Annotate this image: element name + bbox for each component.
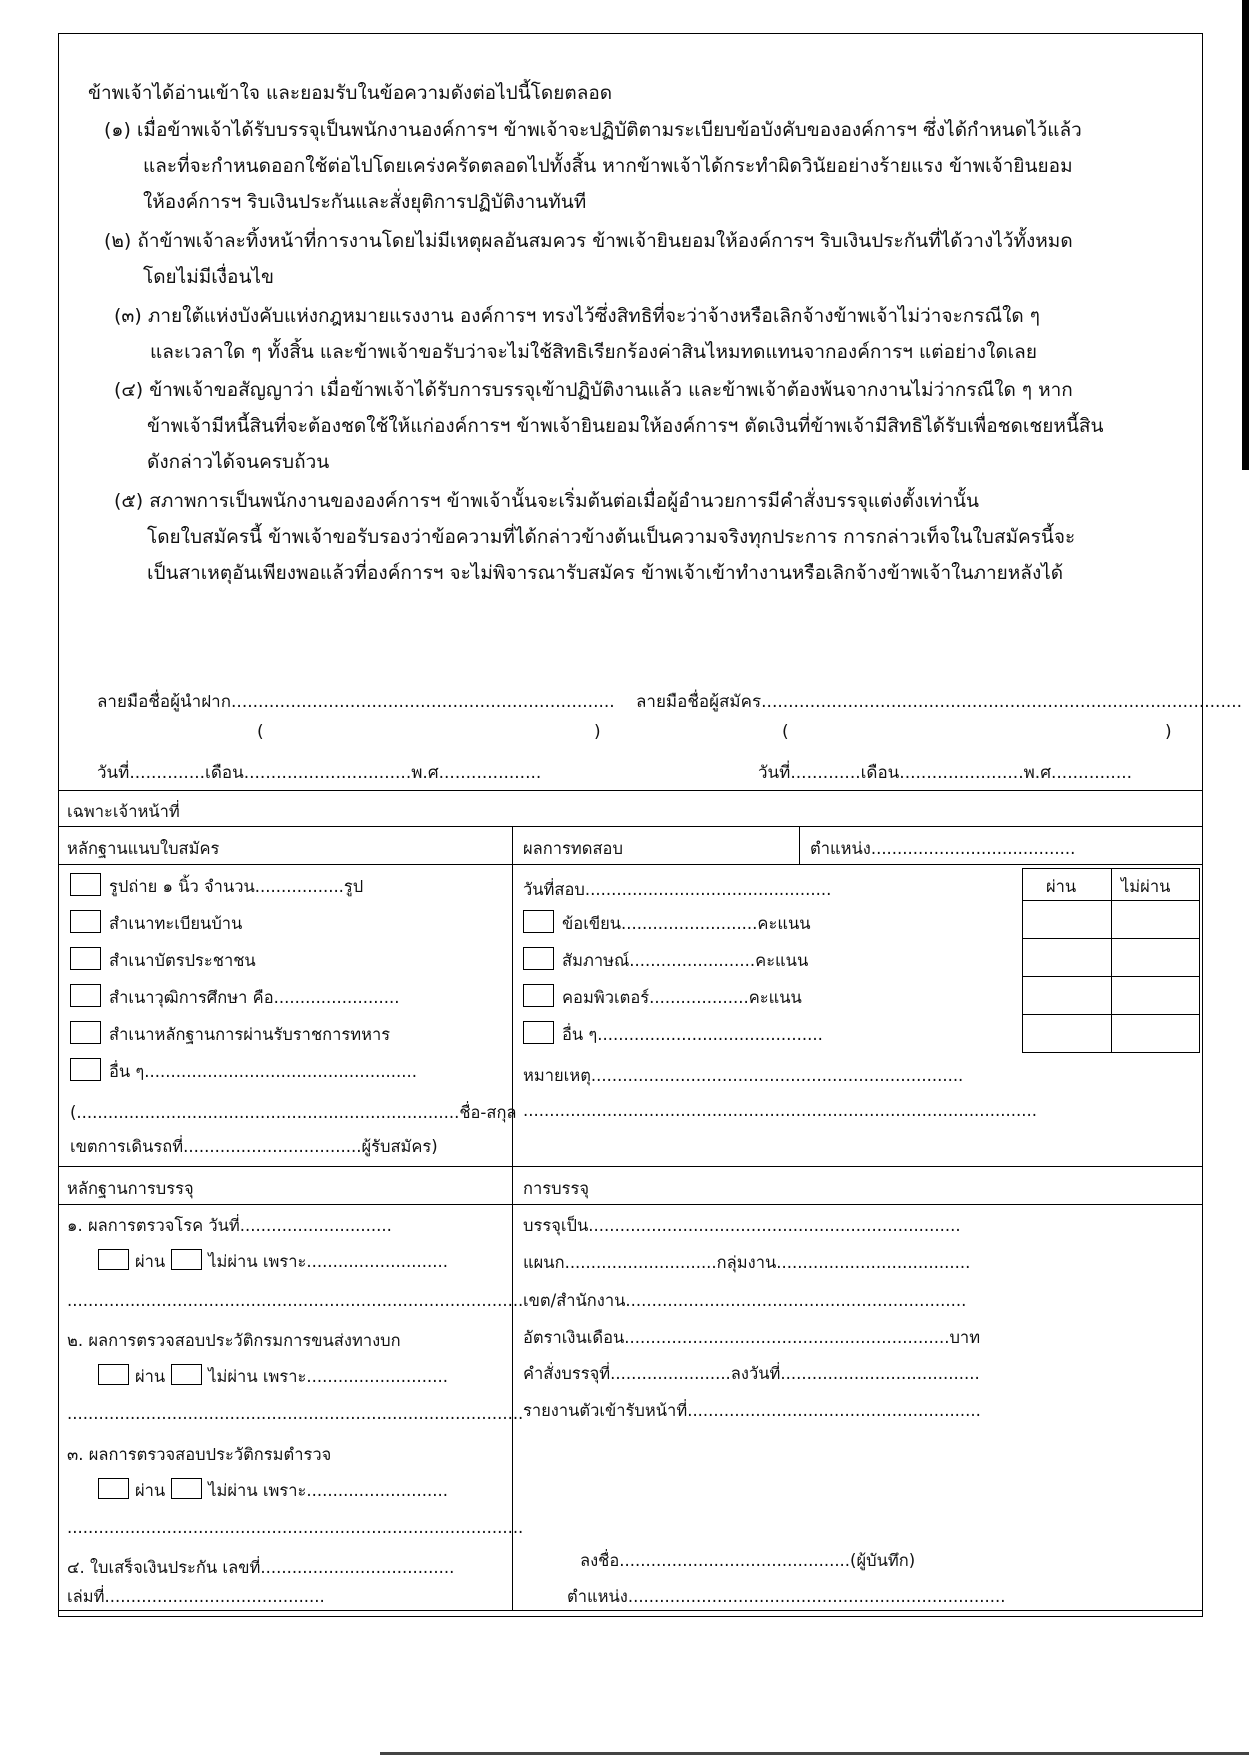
salary-line: อัตราเงินเดือน..............................................................บาท (523, 1328, 981, 1347)
recorder-signature-line: ลงชื่อ............................................(ผู้บันทึก) (580, 1551, 916, 1570)
clause-1-line-2: และที่จะกำหนดออกใช้ต่อไปโดยเคร่งครัดตลอดไปทั้งสิ้น หากข้าพเจ้าได้กระทำผิดวินัยอย่างร้ายแรง ข้าพเจ้ายินยอม (143, 155, 1073, 177)
test-written: ข้อเขียน..........................คะแนน (523, 910, 811, 937)
transport-check-line: ๒. ผลการตรวจสอบประวัติกรมการขนส่งทางบก (67, 1331, 401, 1350)
police-pass-checkbox[interactable] (98, 1478, 129, 1499)
transport-pass-checkbox[interactable] (98, 1364, 129, 1385)
depositor-name-open: ( (257, 722, 264, 742)
doc-military: สำเนาหลักฐานการผ่านรับราชการทหาร (70, 1021, 390, 1048)
applicant-name-open: ( (782, 722, 789, 742)
clause-5-line-3: เป็นสาเหตุอันเพียงพอแล้วที่องค์การฯ จะไม่พิจารณารับสมัคร ข้าพเจ้าเข้าทำงานหรือเลิกจ้างข้าพเจ้าในภายหลังได้ (147, 562, 1064, 584)
officer-only-title: เฉพาะเจ้าหน้าที่ (67, 802, 180, 821)
rule (58, 826, 1203, 827)
scan-edge-bottom (380, 1752, 1249, 1755)
medical-pass-checkbox[interactable] (98, 1249, 129, 1270)
transport-check-blank: ....................................................................................... (67, 1404, 524, 1423)
doc-house-registration: สำเนาทะเบียนบ้าน (70, 910, 242, 937)
applicant-signature-line: ลายมือชื่อผู้สมัคร......................................................................................... (636, 692, 1243, 712)
grid-divider (1023, 976, 1199, 977)
depositor-signature-line: ลายมือชื่อผู้นำฝาก....................................................................... (97, 692, 615, 712)
grid-divider (1111, 869, 1112, 1052)
scan-edge-right (1242, 0, 1249, 470)
medical-exam-result: ผ่าน ไม่ผ่าน เพราะ........................... (92, 1249, 448, 1275)
docs-header: หลักฐานแนบใบสมัคร (67, 839, 220, 858)
district-office-line: เขต/สำนักงาน................................................................. (523, 1291, 967, 1310)
recorder-position-line: ตำแหน่ง........................................................................ (567, 1587, 1006, 1606)
grid-divider (1023, 1014, 1199, 1015)
test-computer: คอมพิวเตอร์...................คะแนน (523, 984, 802, 1011)
clause-3-line-2: และเวลาใด ๆ ทั้งสิ้น และข้าพเจ้าขอรับว่าจะไม่ใช้สิทธิเรียกร้องค่าสินไหมทดแทนจากองค์การฯ แต่อย่างใดเลย (150, 341, 1037, 363)
appointment-order-line: คำสั่งบรรจุที่.......................ลงวันที่...................................... (523, 1364, 980, 1383)
clause-3-line-1: (๓) ภายใต้แห่งบังคับแห่งกฎหมายแรงงาน องค์การฯ ทรงไว้ซึ่งสิทธิที่จะว่าจ้างหรือเลิกจ้างข้าพเจ้าไม่ว่าจะกรณีใด ๆ (114, 305, 1040, 327)
grid-divider (1023, 938, 1199, 939)
remarks-line: หมายเหตุ....................................................................... (523, 1066, 964, 1085)
fail-column-header: ไม่ผ่าน (1121, 877, 1171, 896)
doc-id-card: สำเนาบัตรประชาชน (70, 947, 256, 974)
clause-4-line-1: (๔) ข้าพเจ้าขอสัญญาว่า เมื่อข้าพเจ้าได้รับการบรรจุเข้าปฏิบัติงานแล้ว และข้าพเจ้าต้องพ้นจากงานไม่ว่ากรณีใด ๆ หาก (114, 379, 1073, 401)
hiring-header: การบรรจุ (523, 1179, 589, 1198)
clause-2-line-2: โดยไม่มีเงื่อนไข (143, 266, 274, 288)
appointed-as-line: บรรจุเป็น....................................................................... (523, 1216, 961, 1235)
test-interview-checkbox[interactable] (523, 947, 554, 970)
department-line: แผนก.............................กลุ่มงาน..................................... (523, 1253, 971, 1272)
doc-education: สำเนาวุฒิการศึกษา คือ........................ (70, 984, 399, 1011)
clause-2-line-1: (๒) ถ้าข้าพเจ้าละทิ้งหน้าที่การงานโดยไม่มีเหตุผลอันสมควร ข้าพเจ้ายินยอมให้องค์การฯ ริบเงินประกันที่ได้วางไว้ทั้งหมด (104, 230, 1073, 252)
clause-4-line-3: ดังกล่าวได้จนครบถ้วน (147, 451, 330, 473)
rule (58, 864, 1203, 865)
grid-divider (1023, 900, 1199, 901)
receiver-district-line: เขตการเดินรถที่..................................ผู้รับสมัคร) (70, 1137, 438, 1156)
depositor-date-line: วันที่..............เดือน...............................พ.ศ................... (97, 763, 542, 783)
police-check-blank: ....................................................................................... (67, 1518, 524, 1537)
clause-5-line-1: (๕) สภาพการเป็นพนักงานขององค์การฯ ข้าพเจ้านั้นจะเริ่มต้นต่อเมื่อผู้อำนวยการมีคำสั่งบรรจุแต่งตั้งเท่านั้น (114, 490, 980, 512)
transport-check-result: ผ่าน ไม่ผ่าน เพราะ........................... (92, 1364, 448, 1390)
clause-1-line-3: ให้องค์การฯ ริบเงินประกันและสั่งยุติการปฏิบัติงานทันที (143, 191, 587, 213)
officer-form (58, 790, 1203, 791)
remarks-line-2: .................................................................................................. (523, 1101, 1037, 1120)
test-other: อื่น ๆ........................................... (523, 1021, 823, 1048)
police-check-line: ๓. ผลการตรวจสอบประวัติกรมตำรวจ (67, 1445, 332, 1464)
depositor-name-close: ) (594, 722, 601, 742)
medical-fail-checkbox[interactable] (171, 1249, 202, 1270)
pass-fail-grid (1022, 868, 1200, 1053)
clause-5-line-2: โดยใบสมัครนี้ ข้าพเจ้าขอรับรองว่าข้อความที่ได้กล่าวข้างต้นเป็นความจริงทุกประการ การกล่าวเท็จในใบสมัครนี้จะ (147, 526, 1076, 548)
rule (58, 1204, 1203, 1205)
clause-4-line-2: ข้าพเจ้ามีหนี้สินที่จะต้องชดใช้ให้แก่องค์การฯ ข้าพเจ้ายินยอมให้องค์การฯ ตัดเงินที่ข้าพเจ้ามีสิทธิได้รับเพื่อชดเชยหนี้สิน (147, 415, 1104, 437)
doc-other: อื่น ๆ.................................................... (70, 1058, 417, 1085)
deposit-receipt-line: ๔. ใบเสร็จเงินประกัน เลขที่..................................... (67, 1558, 455, 1577)
hiring-evidence-header: หลักฐานการบรรจุ (67, 1179, 194, 1198)
test-interview: สัมภาษณ์........................คะแนน (523, 947, 808, 974)
doc-other-checkbox[interactable] (70, 1058, 101, 1081)
rule (58, 1166, 1203, 1167)
applicant-date-line: วันที่.............เดือน.......................พ.ศ............... (758, 763, 1133, 783)
rule (799, 826, 800, 864)
position-line: ตำแหน่ง....................................... (810, 839, 1076, 858)
pass-column-header: ผ่าน (1046, 877, 1077, 896)
test-written-checkbox[interactable] (523, 910, 554, 933)
police-check-result: ผ่าน ไม่ผ่าน เพราะ........................... (92, 1478, 448, 1504)
test-results-header: ผลการทดสอบ (523, 839, 623, 858)
test-computer-checkbox[interactable] (523, 984, 554, 1007)
doc-house-registration-checkbox[interactable] (70, 910, 101, 933)
doc-military-checkbox[interactable] (70, 1021, 101, 1044)
doc-photo: รูปถ่าย ๑ นิ้ว จำนวน.................รูป (70, 873, 363, 900)
applicant-name-close: ) (1165, 722, 1172, 742)
doc-photo-checkbox[interactable] (70, 873, 101, 896)
test-date-line: วันที่สอบ............................................... (523, 880, 832, 899)
police-fail-checkbox[interactable] (171, 1478, 202, 1499)
intro-text: ข้าพเจ้าได้อ่านเข้าใจ และยอมรับในข้อความดังต่อไปนี้โดยตลอด (88, 82, 613, 104)
doc-id-card-checkbox[interactable] (70, 947, 101, 970)
medical-exam-blank: ....................................................................................... (67, 1291, 524, 1310)
report-duty-line: รายงานตัวเข้ารับหน้าที่........................................................ (523, 1401, 981, 1420)
test-other-checkbox[interactable] (523, 1021, 554, 1044)
doc-education-checkbox[interactable] (70, 984, 101, 1007)
transport-fail-checkbox[interactable] (171, 1364, 202, 1385)
medical-exam-line: ๑. ผลการตรวจโรค วันที่............................. (67, 1216, 392, 1235)
rule (512, 826, 513, 1610)
clause-1-line-1: (๑) เมื่อข้าพเจ้าได้รับบรรจุเป็นพนักงานองค์การฯ ข้าพเจ้าจะปฏิบัติตามระเบียบข้อบังคับขององค์การฯ ซึ่งได้กำหนดไว้แล้ว (104, 119, 1082, 141)
receipt-book-line: เล่มที่.......................................... (67, 1587, 325, 1606)
receiver-name-line: (.........................................................................ชื่อ-สกุล (70, 1103, 517, 1122)
rule (58, 1610, 1203, 1611)
